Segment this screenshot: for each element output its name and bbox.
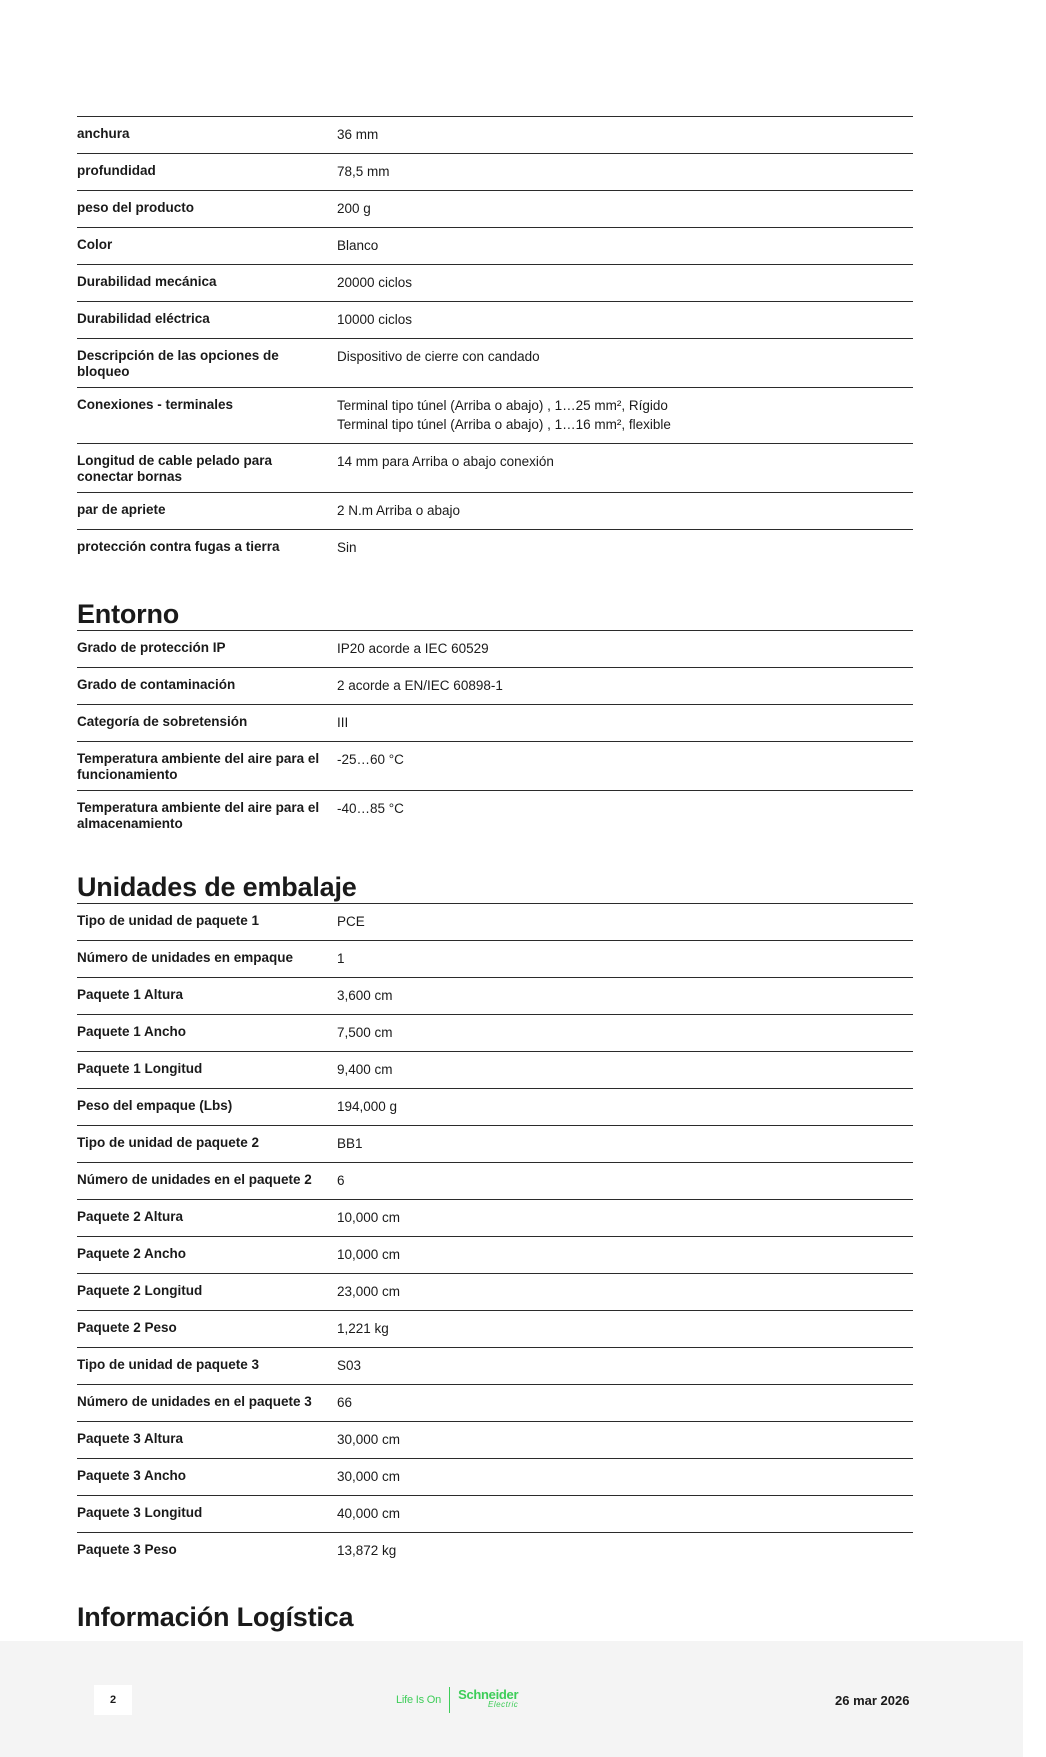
spec-value-line: 10,000 cm [337,1210,401,1225]
spec-value [337,117,913,154]
spec-label: Tipo de unidad de paquete 1 [77,904,337,941]
spec-value-line: 1,221 kg [337,1321,389,1336]
spec-table [77,903,913,1569]
section-gap [77,566,913,598]
spec-value [337,302,913,339]
spec-value-line: 30,000 cm [337,1432,401,1447]
spec-row [77,1348,913,1385]
spec-row [77,493,913,530]
spec-value-line: 14 mm para Arriba o abajo conexión [337,454,554,469]
life-is-on-slogan: Life Is On [396,1694,442,1706]
spec-label: Peso del empaque (Lbs) [77,1089,337,1126]
spec-value-line: 40,000 cm [337,1506,401,1521]
brand-subname: Electric [488,1700,519,1709]
spec-row [77,668,913,705]
section-title: Información Logística [77,1602,354,1632]
spec-label: Durabilidad mecánica [77,265,337,302]
spec-label: Número de unidades en empaque [77,941,337,978]
document-date: 26 mar 2026 [835,1693,910,1708]
spec-row [77,302,913,339]
spec-label: Grado de protección IP [77,631,337,668]
spec-value [337,978,913,1015]
spec-value [337,154,913,191]
spec-label: par de apriete [77,493,337,530]
spec-table [77,116,913,566]
spec-value [337,1533,913,1570]
spec-label: profundidad [77,154,337,191]
spec-label: Temperatura ambiente del aire para el funcionamiento [77,742,337,791]
spec-value [337,1496,913,1533]
spec-value-line: 66 [337,1395,353,1410]
spec-value [337,388,913,444]
spec-value [337,1422,913,1459]
spec-value-line: 10,000 cm [337,1247,401,1262]
spec-value [337,1237,913,1274]
spec-row [77,978,913,1015]
spec-value-line: 6 [337,1173,345,1188]
spec-value [337,265,913,302]
spec-label: Paquete 1 Ancho [77,1015,337,1052]
spec-label: Longitud de cable pelado para conectar bornas [77,444,337,493]
spec-label: Paquete 3 Peso [77,1533,337,1570]
spec-value [337,705,913,742]
spec-value [337,668,913,705]
spec-value-line: PCE [337,914,365,929]
spec-row [77,444,913,493]
spec-row [77,1533,913,1570]
spec-row [77,1496,913,1533]
spec-label: Color [77,228,337,265]
spec-label: Número de unidades en el paquete 2 [77,1163,337,1200]
spec-label: Durabilidad eléctrica [77,302,337,339]
spec-label: Tipo de unidad de paquete 3 [77,1348,337,1385]
page-number: 2 [94,1685,132,1715]
spec-value-line: 194,000 g [337,1099,398,1114]
spec-label: Categoría de sobretensión [77,705,337,742]
spec-value [337,1052,913,1089]
spec-value [337,1015,913,1052]
spec-value-line: 10000 ciclos [337,312,413,327]
spec-value-line: 9,400 cm [337,1062,393,1077]
section-gap [77,1569,913,1601]
spec-value-line: -40…85 °C [337,801,404,816]
spec-row [77,631,913,668]
section-title: Entorno [77,599,180,629]
spec-row [77,228,913,265]
spec-value-line: Sin [337,540,357,555]
spec-value [337,1089,913,1126]
spec-label: anchura [77,117,337,154]
spec-value-line: -25…60 °C [337,752,404,767]
spec-value-line: Blanco [337,238,379,253]
brand-wordmark [458,1687,519,1710]
spec-value-line: IP20 acorde a IEC 60529 [337,641,489,656]
spec-value [337,742,913,791]
spec-value-line: Terminal tipo túnel (Arriba o abajo) , 1…25 mm², Rígido [337,398,668,413]
logo-divider [449,1687,450,1713]
spec-value-line: 30,000 cm [337,1469,401,1484]
spec-value-line: Dispositivo de cierre con candado [337,349,540,364]
spec-value [337,444,913,493]
spec-value [337,1126,913,1163]
spec-row [77,388,913,444]
schneider-logo [396,1684,518,1716]
spec-label: Paquete 2 Longitud [77,1274,337,1311]
spec-row [77,1422,913,1459]
spec-row [77,1385,913,1422]
spec-row [77,1459,913,1496]
spec-row [77,1052,913,1089]
page-footer [0,1641,1023,1757]
spec-label: Paquete 1 Longitud [77,1052,337,1089]
spec-row [77,1200,913,1237]
spec-label: Tipo de unidad de paquete 2 [77,1126,337,1163]
spec-value [337,493,913,530]
spec-label: Descripción de las opciones de bloqueo [77,339,337,388]
spec-label: protección contra fugas a tierra [77,530,337,567]
spec-value [337,791,913,840]
spec-row [77,265,913,302]
spec-row [77,791,913,840]
spec-value [337,1348,913,1385]
spec-label: Número de unidades en el paquete 3 [77,1385,337,1422]
spec-value [337,904,913,941]
spec-row [77,1163,913,1200]
spec-row [77,1237,913,1274]
spec-row [77,941,913,978]
spec-value-line: 3,600 cm [337,988,393,1003]
brand-name: Schneider [458,1687,519,1702]
spec-label: Paquete 2 Peso [77,1311,337,1348]
spec-row [77,530,913,567]
spec-label: Grado de contaminación [77,668,337,705]
spec-value-line: 7,500 cm [337,1025,393,1040]
spec-row [77,705,913,742]
spec-label: Conexiones - terminales [77,388,337,444]
spec-value-line: 2 acorde a EN/IEC 60898-1 [337,678,503,693]
spec-value [337,1200,913,1237]
spec-value-line: 78,5 mm [337,164,390,179]
spec-label: Paquete 3 Altura [77,1422,337,1459]
spec-row [77,904,913,941]
spec-row [77,1311,913,1348]
spec-value [337,228,913,265]
document-content [77,116,913,1633]
spec-value-line: 23,000 cm [337,1284,401,1299]
spec-value-line: 36 mm [337,127,379,142]
spec-value [337,631,913,668]
spec-value [337,1163,913,1200]
spec-row [77,117,913,154]
section-title: Unidades de embalaje [77,872,357,902]
spec-value-line: 200 g [337,201,371,216]
section-gap [77,839,913,871]
spec-value [337,1459,913,1496]
spec-value-line: 20000 ciclos [337,275,413,290]
spec-value-line: 13,872 kg [337,1543,397,1558]
spec-row [77,1126,913,1163]
spec-value [337,1385,913,1422]
spec-value [337,1311,913,1348]
spec-value [337,191,913,228]
spec-row [77,1274,913,1311]
spec-label: Paquete 2 Ancho [77,1237,337,1274]
spec-row [77,191,913,228]
spec-value-line: 2 N.m Arriba o abajo [337,503,461,518]
spec-row [77,742,913,791]
spec-label: Paquete 3 Longitud [77,1496,337,1533]
spec-table [77,630,913,839]
spec-label: Paquete 1 Altura [77,978,337,1015]
spec-value-line: Terminal tipo túnel (Arriba o abajo) , 1…16 mm², flexible [337,417,671,432]
spec-row [77,1089,913,1126]
spec-value-line: 1 [337,951,345,966]
spec-label: peso del producto [77,191,337,228]
spec-label: Paquete 3 Ancho [77,1459,337,1496]
spec-value-line: III [337,715,349,730]
spec-value [337,1274,913,1311]
spec-row [77,339,913,388]
spec-value [337,339,913,388]
spec-label: Paquete 2 Altura [77,1200,337,1237]
spec-row [77,1015,913,1052]
spec-label: Temperatura ambiente del aire para el almacenamiento [77,791,337,840]
spec-value-line: BB1 [337,1136,363,1151]
spec-value-line: S03 [337,1358,362,1373]
spec-row [77,154,913,191]
spec-value [337,941,913,978]
spec-value [337,530,913,567]
